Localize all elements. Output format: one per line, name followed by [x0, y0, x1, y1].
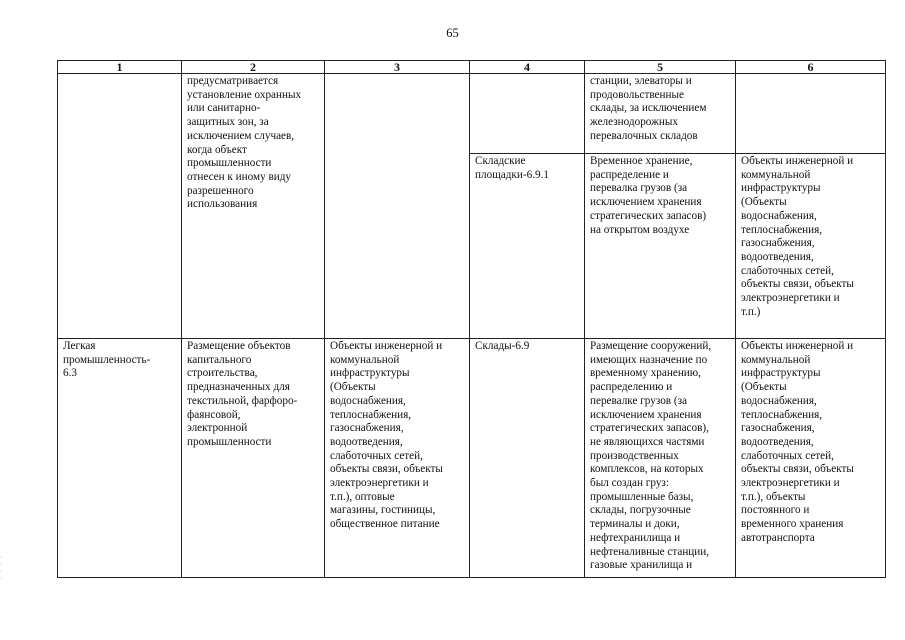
column-header-1: 1 [58, 61, 182, 74]
column-header-2: 2 [182, 61, 325, 74]
cell-conditional-use-description: станции, элеваторы и продовольственные склады, за исключением железнодорожных перевалочных складов [585, 74, 736, 154]
page-number: 65 [446, 26, 459, 40]
cell-conditional-use-description: Временное хранение, распределение и перевалка грузов (за исключением хранения стратегических запасов) на открытом воздухе [585, 154, 736, 339]
table-row [58, 339, 886, 578]
cell-auxiliary-uses [325, 74, 470, 339]
table-row [58, 74, 886, 154]
scan-margin-marks: · · · · [0, 555, 2, 582]
column-header-3: 3 [325, 61, 470, 74]
column-header-4: 4 [470, 61, 585, 74]
cell-conditional-use-description: Размещение сооружений, имеющих назначение по временному хранению, распределению и перевалке грузов (за исключением хранения стратегических запасов), не являющихся частями производственных комплексов, на которых был создан груз: промышленные базы, склады, погрузочные терминалы и доки, нефтехранилища и нефтеналивные станции, газовые хранилища и [585, 339, 736, 578]
column-header-5: 5 [585, 61, 736, 74]
cell-use-description: Размещение объектов капитального строительства, предназначенных для текстильной, фарфоро- фаянсовой, электронной промышленности [182, 339, 325, 578]
cell-conditional-use-type [470, 74, 585, 154]
cell-use-description: предусматривается установление охранных или санитарно- защитных зон, за исключением случаев, когда объект промышленности отнесен к иному виду разрешенного использования [182, 74, 325, 339]
header-row [58, 61, 886, 74]
cell-conditional-use-type: Склады-6.9 [470, 339, 585, 578]
cell-use-type: Легкая промышленность- 6.3 [58, 339, 182, 578]
cell-auxiliary-uses: Объекты инженерной и коммунальной инфраструктуры (Объекты водоснабжения, теплоснабжения, газоснабжения, водоотведения, слаботочных сетей, объекты связи, объекты электроэнергетики и т.п.), оптовые магазины, гостиницы, общественное питание [325, 339, 470, 578]
cell-conditional-auxiliary-uses: Объекты инженерной и коммунальной инфраструктуры (Объекты водоснабжения, теплоснабжения, газоснабжения, водоотведения, слаботочных сетей, объекты связи, объекты электроэнергетики и т.п.), объекты постоянного и временного хранения автотранспорта [736, 339, 886, 578]
cell-conditional-auxiliary-uses [736, 74, 886, 154]
cell-use-type [58, 74, 182, 339]
cell-conditional-auxiliary-uses: Объекты инженерной и коммунальной инфраструктуры (Объекты водоснабжения, теплоснабжения, газоснабжения, водоотведения, слаботочных сетей, объекты связи, объекты электроэнергетики и т.п.) [736, 154, 886, 339]
zoning-table [57, 60, 886, 578]
column-header-6: 6 [736, 61, 886, 74]
cell-conditional-use-type: Складские площадки-6.9.1 [470, 154, 585, 339]
